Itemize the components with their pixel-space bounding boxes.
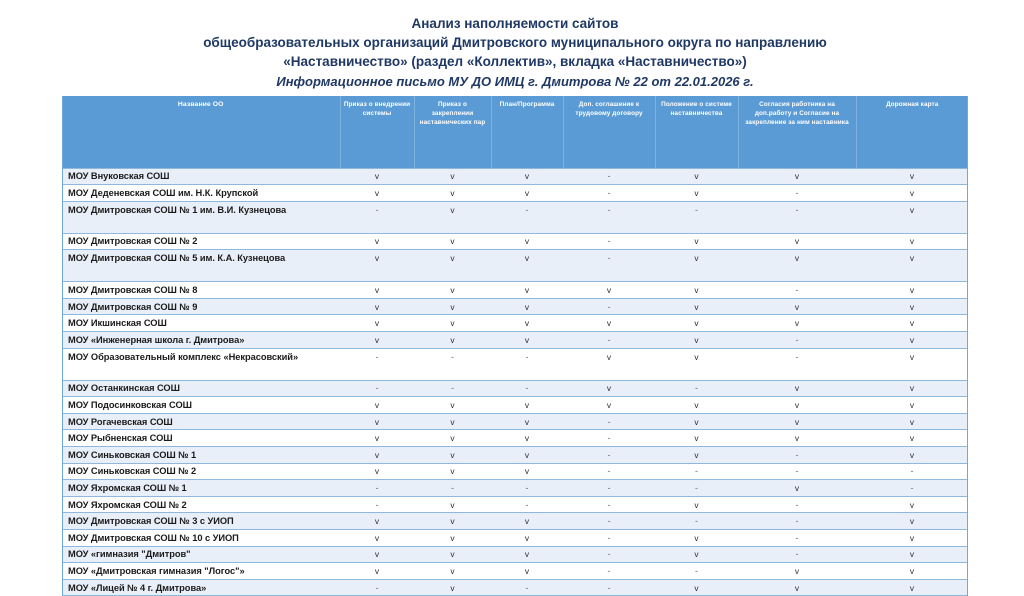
status-cell: v: [738, 233, 856, 250]
status-cell: -: [414, 480, 491, 497]
table-row: [62, 447, 968, 464]
table-row: [62, 315, 968, 332]
school-name-cell: МОУ Дмитровская СОШ № 5 им. К.А. Кузнецова: [62, 250, 340, 282]
status-cell: -: [655, 480, 738, 497]
status-cell: v: [563, 380, 655, 397]
status-cell: v: [563, 348, 655, 380]
analysis-table: [62, 96, 968, 596]
status-cell: v: [738, 298, 856, 315]
status-cell: v: [414, 315, 491, 332]
status-cell: v: [340, 282, 414, 299]
status-cell: v: [563, 315, 655, 332]
status-cell: v: [414, 496, 491, 513]
status-cell: v: [414, 513, 491, 530]
status-cell: v: [491, 447, 563, 464]
column-header-employee-consents: Согласия работника на доп.работу и Согласие на закрепление за ним наставника: [738, 96, 856, 168]
status-cell: -: [491, 348, 563, 380]
status-cell: v: [414, 579, 491, 596]
table-row: [62, 496, 968, 513]
status-cell: -: [340, 348, 414, 380]
school-name-cell: МОУ «Лицей № 4 г. Дмитрова»: [62, 579, 340, 596]
table-head: [62, 96, 968, 168]
school-name-cell: МОУ Синьковская СОШ № 2: [62, 463, 340, 480]
status-cell: v: [655, 413, 738, 430]
column-header-name: Название ОО: [62, 96, 340, 168]
status-cell: v: [414, 282, 491, 299]
table-row: [62, 579, 968, 596]
page-title-line-1: Анализ наполняемости сайтов: [411, 16, 619, 31]
school-name-cell: МОУ «Дмитровская гимназия "Логос"»: [62, 563, 340, 580]
status-cell: v: [414, 430, 491, 447]
status-cell: v: [856, 563, 968, 580]
table-row: [62, 480, 968, 497]
status-cell: v: [856, 168, 968, 185]
column-header-additional-agreement: Доп. соглашение к трудовому договору: [563, 96, 655, 168]
status-cell: v: [340, 430, 414, 447]
status-cell: v: [655, 397, 738, 414]
status-cell: v: [340, 463, 414, 480]
status-cell: -: [738, 496, 856, 513]
status-cell: v: [491, 563, 563, 580]
status-cell: v: [491, 185, 563, 202]
status-cell: -: [491, 480, 563, 497]
status-cell: v: [414, 168, 491, 185]
status-cell: v: [738, 250, 856, 282]
school-name-cell: МОУ Образовательный комплекс «Некрасовский»: [62, 348, 340, 380]
status-cell: v: [491, 546, 563, 563]
table-row: [62, 397, 968, 414]
status-cell: -: [738, 530, 856, 547]
status-cell: v: [655, 430, 738, 447]
status-cell: v: [414, 563, 491, 580]
status-cell: v: [340, 397, 414, 414]
table-row: [62, 430, 968, 447]
status-cell: -: [563, 430, 655, 447]
status-cell: v: [414, 233, 491, 250]
status-cell: v: [655, 332, 738, 349]
status-cell: v: [414, 463, 491, 480]
school-name-cell: МОУ Внуковская СОШ: [62, 168, 340, 185]
column-header-regulation: Положение о системе наставничества: [655, 96, 738, 168]
status-cell: v: [856, 380, 968, 397]
status-cell: v: [738, 480, 856, 497]
status-cell: -: [738, 447, 856, 464]
status-cell: v: [414, 332, 491, 349]
status-cell: -: [563, 480, 655, 497]
table-header-row: [62, 96, 968, 168]
status-cell: -: [563, 168, 655, 185]
status-cell: v: [491, 397, 563, 414]
status-cell: -: [738, 513, 856, 530]
status-cell: -: [414, 348, 491, 380]
page-title-line-3: «Наставничество» (раздел «Коллектив», вкладка «Наставничество»): [283, 54, 747, 69]
status-cell: v: [491, 298, 563, 315]
status-cell: v: [856, 447, 968, 464]
status-cell: -: [491, 380, 563, 397]
status-cell: v: [856, 430, 968, 447]
table-row: [62, 282, 968, 299]
status-cell: -: [738, 185, 856, 202]
page-subtitle: Информационное письмо МУ ДО ИМЦ г. Дмитрова № 22 от 22.01.2026 г.: [276, 74, 754, 89]
status-cell: v: [340, 332, 414, 349]
status-cell: v: [655, 168, 738, 185]
status-cell: -: [738, 201, 856, 233]
status-cell: v: [414, 298, 491, 315]
status-cell: -: [563, 185, 655, 202]
status-cell: v: [856, 315, 968, 332]
status-cell: v: [655, 233, 738, 250]
status-cell: v: [491, 168, 563, 185]
school-name-cell: МОУ «гимназия "Дмитров": [62, 546, 340, 563]
status-cell: v: [340, 513, 414, 530]
table-row: [62, 380, 968, 397]
status-cell: v: [414, 447, 491, 464]
status-cell: v: [491, 513, 563, 530]
status-cell: v: [340, 447, 414, 464]
table-row: [62, 332, 968, 349]
status-cell: v: [856, 496, 968, 513]
status-cell: v: [738, 563, 856, 580]
status-cell: -: [738, 546, 856, 563]
status-cell: v: [738, 397, 856, 414]
title-block: [62, 14, 968, 91]
status-cell: v: [655, 496, 738, 513]
status-cell: v: [856, 233, 968, 250]
school-name-cell: МОУ Деденевская СОШ им. Н.К. Крупской: [62, 185, 340, 202]
status-cell: -: [563, 563, 655, 580]
status-cell: -: [563, 579, 655, 596]
status-cell: v: [491, 315, 563, 332]
status-cell: v: [340, 563, 414, 580]
status-cell: v: [856, 413, 968, 430]
status-cell: v: [340, 546, 414, 563]
status-cell: -: [340, 496, 414, 513]
table-row: [62, 168, 968, 185]
status-cell: v: [414, 397, 491, 414]
status-cell: v: [856, 332, 968, 349]
status-cell: v: [738, 315, 856, 332]
status-cell: v: [856, 397, 968, 414]
status-cell: -: [655, 563, 738, 580]
table-row: [62, 530, 968, 547]
school-name-cell: МОУ Дмитровская СОШ № 1 им. В.И. Кузнецова: [62, 201, 340, 233]
status-cell: v: [340, 315, 414, 332]
column-header-order-pairs: Приказ о закреплении наставнических пар: [414, 96, 491, 168]
status-cell: v: [340, 530, 414, 547]
status-cell: -: [655, 463, 738, 480]
status-cell: -: [738, 332, 856, 349]
status-cell: v: [856, 546, 968, 563]
status-cell: -: [340, 201, 414, 233]
status-cell: v: [563, 282, 655, 299]
column-header-roadmap: Дорожная карта: [856, 96, 968, 168]
table-row: [62, 201, 968, 233]
table-row: [62, 348, 968, 380]
status-cell: -: [856, 480, 968, 497]
status-cell: -: [563, 530, 655, 547]
school-name-cell: МОУ Подосинковская СОШ: [62, 397, 340, 414]
status-cell: v: [491, 233, 563, 250]
status-cell: -: [563, 496, 655, 513]
status-cell: -: [340, 480, 414, 497]
status-cell: v: [856, 348, 968, 380]
status-cell: -: [563, 513, 655, 530]
table-row: [62, 546, 968, 563]
status-cell: v: [563, 397, 655, 414]
page-title-line-2: общеобразовательных организаций Дмитровского муниципального округа по направлению: [203, 35, 827, 50]
status-cell: -: [655, 513, 738, 530]
school-name-cell: МОУ Дмитровская СОШ № 8: [62, 282, 340, 299]
status-cell: -: [563, 250, 655, 282]
status-cell: -: [563, 447, 655, 464]
school-name-cell: МОУ Останкинская СОШ: [62, 380, 340, 397]
school-name-cell: МОУ Дмитровская СОШ № 9: [62, 298, 340, 315]
column-header-plan-program: План/Программа: [491, 96, 563, 168]
status-cell: v: [655, 250, 738, 282]
column-header-order-implementation: Приказ о внедрении системы: [340, 96, 414, 168]
status-cell: v: [491, 530, 563, 547]
status-cell: v: [655, 579, 738, 596]
status-cell: -: [491, 496, 563, 513]
table-row: [62, 413, 968, 430]
status-cell: -: [563, 546, 655, 563]
status-cell: v: [655, 315, 738, 332]
status-cell: v: [414, 201, 491, 233]
status-cell: v: [856, 201, 968, 233]
school-name-cell: МОУ Рогачевская СОШ: [62, 413, 340, 430]
table-row: [62, 513, 968, 530]
status-cell: v: [491, 463, 563, 480]
status-cell: v: [340, 168, 414, 185]
school-name-cell: МОУ «Инженерная школа г. Дмитрова»: [62, 332, 340, 349]
school-name-cell: МОУ Яхромская СОШ № 1: [62, 480, 340, 497]
status-cell: -: [563, 201, 655, 233]
status-cell: -: [856, 463, 968, 480]
status-cell: v: [414, 185, 491, 202]
status-cell: v: [491, 332, 563, 349]
school-name-cell: МОУ Икшинская СОШ: [62, 315, 340, 332]
status-cell: v: [655, 282, 738, 299]
status-cell: v: [414, 413, 491, 430]
school-name-cell: МОУ Дмитровская СОШ № 3 с УИОП: [62, 513, 340, 530]
table-row: [62, 250, 968, 282]
status-cell: v: [340, 298, 414, 315]
table-row: [62, 298, 968, 315]
status-cell: v: [856, 185, 968, 202]
status-cell: v: [340, 250, 414, 282]
table-row: [62, 463, 968, 480]
status-cell: v: [738, 380, 856, 397]
status-cell: v: [738, 413, 856, 430]
status-cell: v: [655, 530, 738, 547]
status-cell: -: [491, 201, 563, 233]
status-cell: v: [414, 530, 491, 547]
status-cell: -: [738, 463, 856, 480]
status-cell: -: [655, 380, 738, 397]
status-cell: -: [563, 332, 655, 349]
status-cell: v: [340, 233, 414, 250]
status-cell: v: [655, 447, 738, 464]
status-cell: v: [340, 413, 414, 430]
school-name-cell: МОУ Яхромская СОШ № 2: [62, 496, 340, 513]
status-cell: v: [655, 348, 738, 380]
status-cell: v: [655, 546, 738, 563]
status-cell: v: [856, 579, 968, 596]
table-row: [62, 185, 968, 202]
status-cell: v: [491, 430, 563, 447]
status-cell: v: [655, 185, 738, 202]
status-cell: v: [414, 546, 491, 563]
status-cell: v: [340, 185, 414, 202]
status-cell: v: [856, 530, 968, 547]
status-cell: v: [491, 413, 563, 430]
status-cell: v: [856, 282, 968, 299]
status-cell: -: [340, 579, 414, 596]
status-cell: -: [563, 233, 655, 250]
status-cell: -: [563, 413, 655, 430]
table-row: [62, 233, 968, 250]
status-cell: -: [340, 380, 414, 397]
status-cell: -: [563, 463, 655, 480]
school-name-cell: МОУ Рыбненская СОШ: [62, 430, 340, 447]
status-cell: -: [563, 298, 655, 315]
status-cell: v: [491, 250, 563, 282]
status-cell: v: [738, 579, 856, 596]
status-cell: v: [655, 298, 738, 315]
status-cell: -: [655, 201, 738, 233]
status-cell: v: [856, 298, 968, 315]
analysis-table-wrapper: [62, 96, 968, 596]
school-name-cell: МОУ Дмитровская СОШ № 10 с УИОП: [62, 530, 340, 547]
status-cell: v: [856, 513, 968, 530]
status-cell: -: [414, 380, 491, 397]
status-cell: -: [738, 348, 856, 380]
status-cell: v: [738, 168, 856, 185]
status-cell: -: [738, 282, 856, 299]
status-cell: v: [414, 250, 491, 282]
school-name-cell: МОУ Синьковская СОШ № 1: [62, 447, 340, 464]
school-name-cell: МОУ Дмитровская СОШ № 2: [62, 233, 340, 250]
status-cell: v: [856, 250, 968, 282]
status-cell: v: [491, 282, 563, 299]
status-cell: v: [738, 430, 856, 447]
table-body: [62, 168, 968, 596]
status-cell: -: [491, 579, 563, 596]
table-row: [62, 563, 968, 580]
